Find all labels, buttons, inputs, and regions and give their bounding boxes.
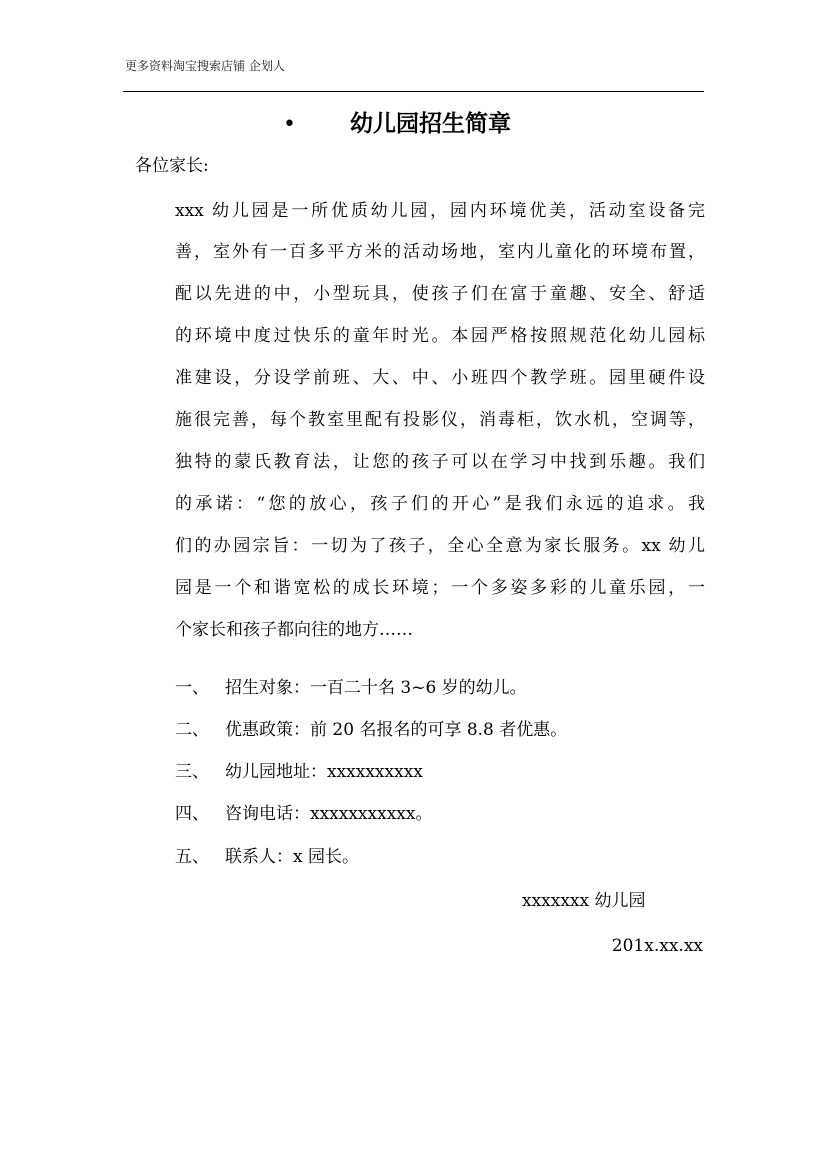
list-item-number: 五、 (175, 847, 209, 867)
body-line: 园是一个和谐宽松的成长环境；一个多姿多彩的儿童乐园，一 (175, 578, 705, 598)
signature: xxxxxxx 幼儿园 (522, 891, 646, 911)
body-line: 的环境中度过快乐的童年时光。本园严格按照规范化幼儿园标 (175, 326, 705, 346)
body-line: xxx 幼儿园是一所优质幼儿园，园内环境优美，活动室设备完 (175, 201, 705, 221)
list-item-number: 一、 (175, 678, 209, 698)
header-divider (123, 91, 704, 92)
list-item-text: 优惠政策：前 20 名报名的可享 8.8 者优惠。 (225, 720, 568, 740)
body-line: 准建设，分设学前班、大、中、小班四个教学班。园里硬件设 (175, 368, 705, 388)
list-item (175, 845, 359, 869)
body-line: 个家长和孩子都向往的地方…… (175, 620, 413, 640)
list-item-text: 招生对象：一百二十名 3~6 岁的幼儿。 (225, 678, 527, 698)
list-item (175, 676, 527, 700)
page-title: 幼儿园招生简章 (350, 110, 511, 137)
list-item-number: 二、 (175, 720, 209, 740)
document-date: 201x.xx.xx (611, 936, 703, 956)
list-item-text: 幼儿园地址：xxxxxxxxxx (225, 762, 423, 782)
list-item-text: 咨询电话：xxxxxxxxxxx。 (225, 804, 433, 824)
salutation: 各位家长: (135, 156, 209, 176)
body-line: 们的办园宗旨：一切为了孩子，全心全意为家长服务。xx 幼儿 (175, 536, 705, 556)
header-note: 更多资料淘宝搜索店铺 企划人 (125, 59, 285, 73)
list-item-text: 联系人：x 园长。 (225, 847, 359, 867)
list-item-number: 三、 (175, 762, 209, 782)
title-bullet: • (283, 112, 296, 137)
body-line: 善，室外有一百多平方米的活动场地，室内儿童化的环境布置， (175, 242, 705, 262)
body-line: 配以先进的中，小型玩具，使孩子们在富于童趣、安全、舒适 (175, 284, 705, 304)
list-item (175, 802, 432, 826)
list-item-number: 四、 (175, 804, 209, 824)
list-item (175, 760, 423, 784)
body-line: 的承诺：“您的放心，孩子们的开心”是我们永远的追求。我 (175, 494, 705, 514)
list-item (175, 718, 567, 742)
body-line: 独特的蒙氏教育法，让您的孩子可以在学习中找到乐趣。我们 (175, 452, 705, 472)
body-line: 施很完善，每个教室里配有投影仪，消毒柜，饮水机，空调等， (175, 410, 705, 430)
